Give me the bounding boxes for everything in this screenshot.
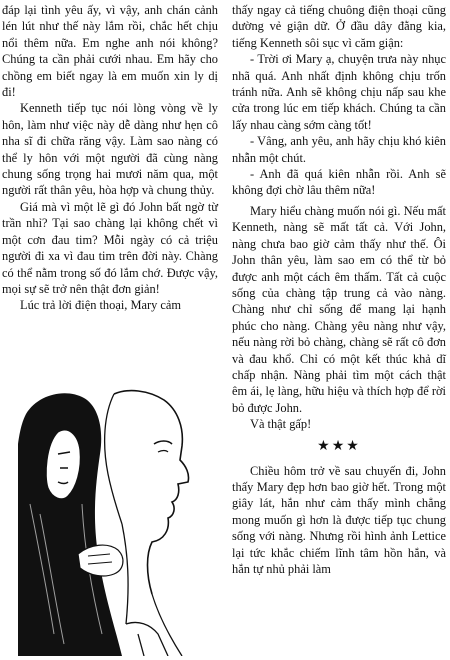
paragraph: Chiều hôm trở về sau chuyến đi, John thấy Mary đẹp hơn bao giờ hết. Trong một giây lát, hắn như cảm thấy mình chẳng mong muốn gì hơn là được tiếp tục chung sống với nàng. Nhưng rồi hình ảnh Lettice lại tức khắc chiếm lĩnh tâm hồn hắn, và hắn tự nhủ phải làm xyxy=(232,463,446,576)
woman-silhouette-illustration xyxy=(18,384,208,656)
paragraph: - Vâng, anh yêu, anh hãy chịu khó kiên nhẫn một chút. xyxy=(232,134,446,165)
paragraph: thấy ngay cả tiếng chuông điện thoại cũng dường vẻ giận dữ. Ở đầu dây đằng kia, tiếng Kenneth sôi sục vì căm giận: xyxy=(232,3,446,50)
man-profile xyxy=(114,391,189,594)
right-text-column xyxy=(232,2,446,577)
paragraph: - Trời ơi Mary ạ, chuyện trưa này nhục nhã quá. Anh nhất định không chịu trốn tránh nữa. Anh sẽ không chịu nấp sau khe cửa trong lúc em tiếp khách. Chúng ta cần lấy nhau càng sớm càng tốt! xyxy=(232,52,446,132)
paragraph: Và thật gấp! xyxy=(250,417,312,432)
paragraph: Lúc trả lời điện thoại, Mary cảm xyxy=(20,298,182,313)
left-text-column xyxy=(2,2,218,314)
paragraph: - Anh đã quá kiên nhẫn rồi. Anh sẽ không đợi chờ lâu thêm nữa! xyxy=(232,167,446,198)
paragraph: Kenneth tiếp tục nói lòng vòng về ly hôn, làm như việc này dễ dàng như hẹn cô nha sĩ đi chữa răng vậy. Làm sao nàng có thể ly hôn với một người đã cùng nàng chung sống trọng hai mươi năm qua, một người rất thân yêu, hòa hợp và chung thủy. xyxy=(2,101,218,198)
paragraph: Mary hiểu chàng muốn nói gì. Nếu mất Kenneth, nàng sẽ mất tất cả. Với John, nàng chưa bao giờ cảm thấy như thế. Ôi John thân yêu, làm sao em có thể từ bỏ được anh một cách êm thấm. Tất cả cuộc sống của chàng tập trung cả vào nàng. Chàng như chỉ sống để mang lại hạnh phúc cho nàng. Chàng yêu nàng như vậy, nếu nàng rời bỏ chàng, chàng sẽ rất cô đơn và đau khổ. Chỉ có một kết thúc khả dĩ chấp nhận. Nàng phải tìm một cách thật êm ái, lẹ làng, hữu hiệu và thích hợp để rời bỏ được John. xyxy=(232,203,446,415)
section-separator: ★★★ xyxy=(317,438,361,454)
paragraph: đáp lại tình yêu ấy, vì vậy, anh chán cảnh lén lút như thế này lắm rồi, chắc hết chịu nổi thêm nữa. Em nghe anh nói không? Chúng ta cần phải cưới nhau. Em hãy cho chồng em biết ngay là em muốn xin ly dị đi! xyxy=(2,3,218,100)
paragraph: Giá mà vì một lẽ gì đó John bất ngờ từ trần nhỉ? Tại sao chàng lại không chết vì một cơn đau tim? Mỗi ngày có cả triệu người đi xa vì đau tim trên đời này. Chàng có thể nằm trong số đó lắm chớ. Được vậy, mọi sự sẽ trở nên thật đơn giản! xyxy=(2,199,218,296)
